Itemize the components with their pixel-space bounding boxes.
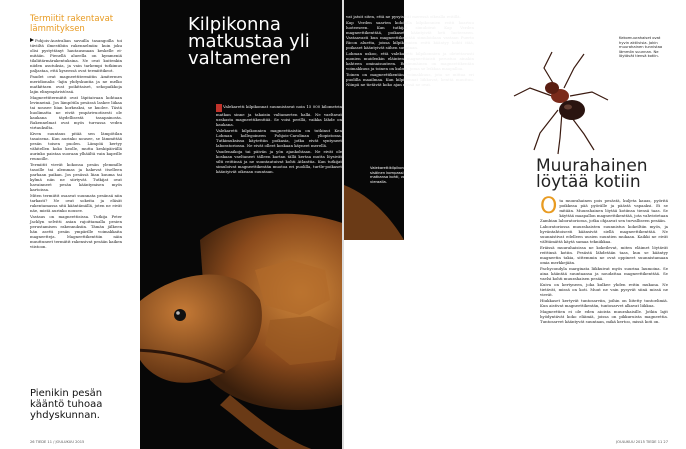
intro-paragraph: Valekaretti kilpikonnien magneettiaistia on tutkinut Ken Lohman kollegoineen Pohjois-Carolinan yliopistossa. Tutkimuksissa käytettiin poikasia, jotka eivät syntyneet laboratoriossa. Ne eivät olleet koskaan käyneet merellä.: [216, 128, 342, 148]
right-paragraph: Magneettien ei ole eden aioista muurahaisille. Jotkin lajit hyödyntävät koko eläimiä, joissa on pikkuruista magneettia. Tuntosarvet kääntyvät suuntaan, mikä kertoo, missä koti on.: [540, 309, 668, 324]
right-article-column: [540, 194, 669, 325]
triangle-bullet-icon: [30, 38, 34, 42]
right-paragraph: Laboratoriossa muurahaisten suunnistus kokeiltiin myös, ja hyväntahtoisesti käänsivät siellä magneettikenttää. Ne suunnistivat edelleen uusien suuntien mukaan. Kaikki ne eivät välttämättä käytä samaa tekniikkaa.: [540, 224, 668, 244]
ant-photo: [500, 38, 620, 158]
sidebar-paragraph: Pohjois-Australian savuilla tasangoilla toi tiiviiltä ilmestibiin rakennelmiin: kuin joku olisi pystyttänyt hautausmaan keskelle ei-mitään. Pienellä alueella on kymmeniä tilaliitärmärakentuksina. Ne ovat kuitenkin niiden asutuksia, ja vain tarkempi tutkimus paljastaa, että kyseessä ovat termiittikeot.: [30, 38, 122, 73]
right-article-title: Muurahainen löytää kotiin: [536, 156, 648, 192]
sidebar-body: [30, 38, 122, 249]
sidebar-paragraph: Magneettitermiitit ovat läpitaivaan kohtaan levinneinä. Jos lämpötila pesässä laskee liikaa tai nousee liian korkeaksi, se kuolee. Tästä huolimatta ne eivät ympärivuotisesti ole kaukana täydellisestä tasapainosta. Rakennelmat ovat myös turvassa veden virtauksilta.: [30, 95, 122, 130]
sidebar-title: Termiitit rakentavat lämmityksen: [30, 14, 114, 34]
main-article-column: [346, 14, 474, 88]
right-paragraph: Hiukkaset kertyvät tuntosarviin, joihin on liitetty tuntoelimiä. Kun aistivat magneettikentän, tuntosarvet alkavat liikkua.: [540, 298, 668, 308]
right-paragraph: Pachycondyla marginata liikkuivat myös suurina laumoina. Se aina kääntää suuntaansa ja noudattaa magneettikenttää. Se vaelsi kohti muurahaisen pesää.: [540, 266, 668, 281]
right-paragraph: Eräissä muurahaisissa ne kokeilevat, miten eläimet löytävät reittinsä kotiin. Pesästä lähdetään taas, kun se kääntyy magneetin takia, sittemmin ne ovat oppineet suunnistamaan omia merkkejään.: [540, 245, 668, 265]
column-paragraph: Kap Verden saarten kohdalla kilpikonnien reitti kaartuu luoteeseen. Kun tutkijat simuloivat Kap Verden magneettikenttää, poikaset kääntyivät heti luoteeseen. Vastaavasti kun magneettikenttää simuloidaan vastaan Puerto Ricon aluetta, joissa kilpikonnien reitti kääntyy kohti itää, poikaset kääntyivät siihen suuntaan.: [346, 20, 474, 50]
pullquote: Pienikin pesän kääntö tuhoaa yhdyskunnan.: [30, 388, 103, 421]
sidebar-paragraph: Paudet ovat magneettitermiitin Amitermes meridionalis -lajin yhdyskuntia ja ne melko matkittaen ovat poikittaiset, sekopaikkoja lajin elinympäristössä.: [30, 74, 122, 94]
ant-illustration: [500, 38, 620, 158]
dropcap-letter: O: [540, 194, 558, 219]
footer-left: 26 TIEDE 11 / JOULUKUU 2015: [30, 440, 85, 444]
column-paragraph: Toinen on magneettikentän voimakkuus, jota se mittaa eri puolilla maailmaa. Kun kilpikonnat liikkuvat, kenttä muuttuu. Niinpä ne tietävät koko ajan missä ne ovat.: [346, 72, 474, 87]
intro-paragraph: Valekaretti kilpikonnat suunnistavat noin 15 000 kilometrin matkan sinne ja takaisin valtamerten halki. Ne vaeltavat urakasta magneettikenttää. Se voisi perillä, vaikka lähde on kaukana.: [216, 104, 342, 127]
right-paragraph: Kuiva on kertyneen, joka kulkee yhden reitin mukana. Ne tietävät, missä on koti. Muut ne vain pysyvät siinä missä ne vievät.: [540, 282, 668, 297]
intro-paragraph: Vaudenaikoja tai päivän ja yön ajankohtaan. Ne eivät ole koskaan vaeltaneet tälleen kartan tällä kertaa mutta löysivät silti reittinsä ja ne suuntautuivat kohti Atlanttia. Kun tutkijat simuloivat magneettikentän muotoa eri puolilla, turtle-poikaset kääntyivät oikeaan suuntaan.: [216, 149, 342, 174]
sidebar-paragraph: Termiitit vievät kokonsa pesän ylemmille tasoille tai alemmas ja hakevat itselleen parhaan paikan. Jos pesässä liian kuuma tai kylmä niin ne siirtyvät. Tutkijat ovat havainneet pesän kääntymisen myös kartoissa.: [30, 162, 122, 192]
column-paragraph: vat jatsit siten, että ne pysyisivät meressä oikealla reitillä.: [346, 14, 461, 19]
sidebar-paragraph: Kiven suuntaus pitää sen lämpötilan tasaisena. Kun aurinko nousee, se lämmittää pesän toisen puolen. Lämpöä kertyy vähitellen koko keolle, mutta keskipäivällä aurinko paistaa suoraan ylhäältä vain kapeille reunoille.: [30, 131, 122, 161]
sidebar-column: [30, 14, 122, 250]
column-paragraph: Lohman uskoo, että valekaretti kilpikonnien ja oletettavasti monien muidenkin eläinten magneettiaisti perustuu ainakin kahteen ominaisuuteen. Ensimmäinen on magneettikentän voimakkuus ja toinen on kulma, jossa se leikkaa maapalloa.: [346, 51, 474, 71]
right-paragraph: Ota muurahainen pois pesästä, kuljeta kauas, pyöritä poikkeaa pää pyörälle ja päästä vapaaksi. Ei se mitään. Muurahainen löytää kotiinsa tiensä taas. Se käyttää maapallon magneettikenttää, jota vahvistetaan Zambian laboratoriossa, jotka ohjaavat sen turvalliseen pesään.: [540, 194, 669, 223]
ant-caption: Kekomuurahaiset ovat hyvin aktiivisia. Jokin muurahainen tunnistaa lämmön suunnan. Ne löytävät tiensä kotiin.: [619, 36, 663, 59]
sidebar-paragraph: Miten termiitit osaavat suunnata pesänsä niin tarkasti? Ne ovat sokeita ja eläsät rakentamassa sitä kääntämällä, joten ne eivät näe, mistä aurinko nousee.: [30, 193, 122, 213]
main-article-intro: [216, 104, 342, 175]
turtle-caption: Valekarettikilpikonnalla on ilmeisesti sisäinen kompassi. Se osaa suunnata matkansa kohti, vaikka oloihin kaukana ja vieraalla.: [370, 166, 448, 184]
sidebar-paragraph: Vastaus on magneettisissa. Tutkija Peter Jacklyn selvitti asian rajoittamalla pesien perustamisen rakennuksiin. Tämän jälkeen hän asetti pesän ympärille voimakkaita magneetteja. Magneettikenttiin näin muuttuneet termiitit rakensivat pesään kaiken viistoon.: [30, 214, 122, 249]
page-gutter: [342, 0, 344, 449]
red-dropcap-marker: [216, 104, 222, 112]
footer-right: JOULUKUU 2015 TIEDE 11 27: [616, 440, 668, 444]
main-article-title: Kilpikonna matkustaa yli valtameren: [188, 14, 310, 69]
